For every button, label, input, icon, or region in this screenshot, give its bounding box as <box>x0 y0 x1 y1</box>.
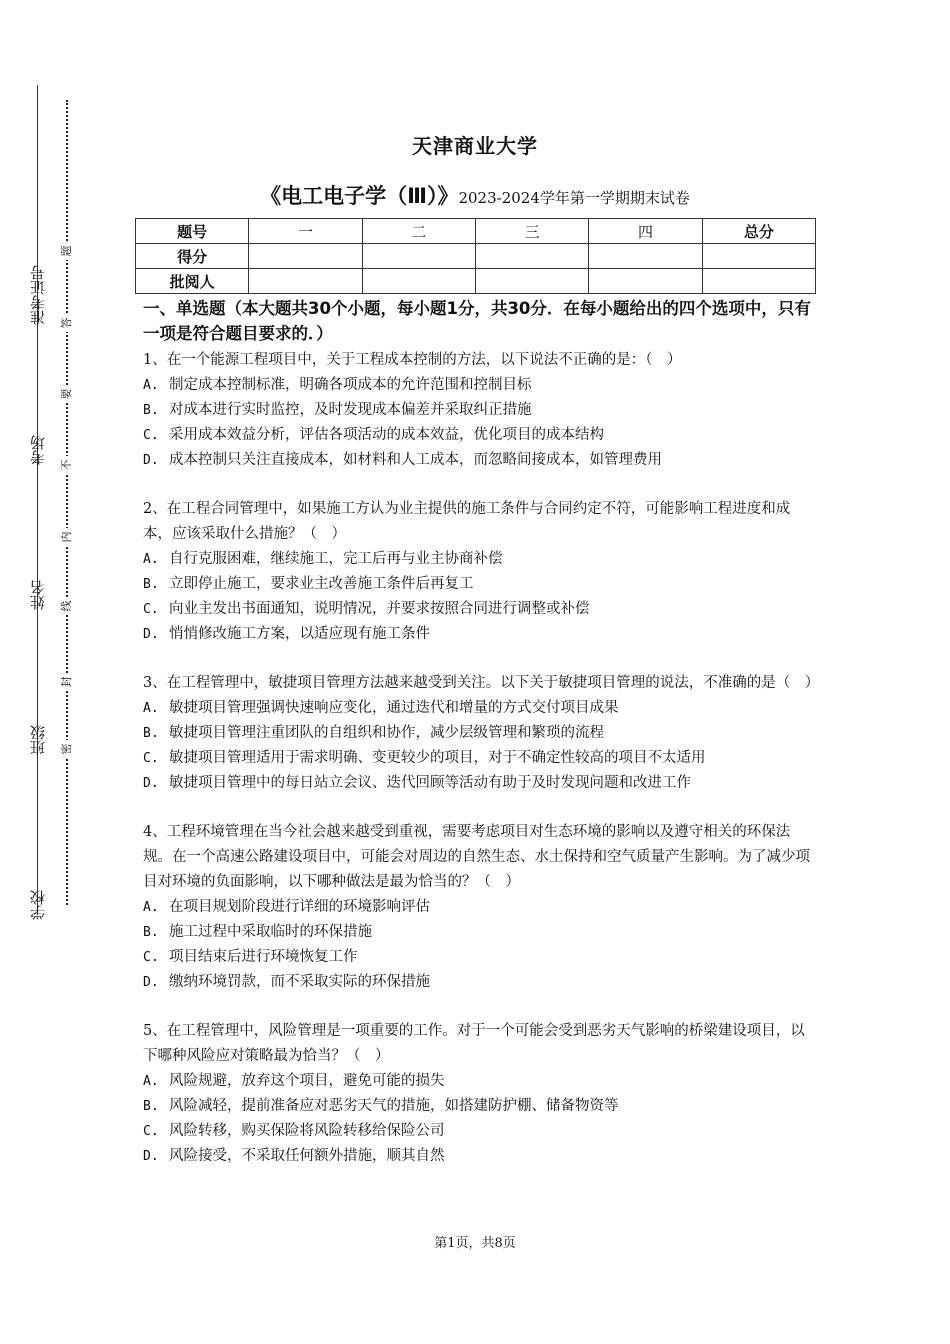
field-class-label: 班级 <box>29 725 47 755</box>
score-cell[interactable] <box>589 269 702 294</box>
option-c <box>143 423 813 448</box>
score-table-header: 二 <box>362 219 475 244</box>
question-4 <box>143 820 813 995</box>
option-letter: D. <box>143 1149 159 1164</box>
option-text: 在项目规划阶段进行详细的环境影响评估 <box>169 899 430 915</box>
score-cell[interactable] <box>475 244 588 269</box>
seal-line-dotted <box>66 100 68 905</box>
term-label: 2023-2024学年第一学期期末试卷 <box>458 189 690 207</box>
seal-char: 要 <box>58 385 76 403</box>
score-table <box>135 218 816 294</box>
option-d <box>143 448 813 473</box>
option-a <box>143 1069 813 1094</box>
field-ticket-number-label: 准考证号 <box>29 265 47 325</box>
option-letter: C. <box>143 950 159 965</box>
option-text: 敏捷项目管理适用于需求明确、变更较少的项目，对于不确定性较高的项目不太适用 <box>169 750 706 766</box>
question-stem: 5、在工程管理中，风险管理是一项重要的工作。对于一个可能会受到恶劣天气影响的桥梁建设项目，以下哪种风险应对策略最为恰当？（ ） <box>143 1023 805 1064</box>
option-letter: B. <box>143 577 159 592</box>
option-letter: C. <box>143 602 159 617</box>
option-text: 采用成本效益分析，评估各项活动的成本效益，优化项目的成本结构 <box>169 427 604 443</box>
option-text: 敏捷项目管理注重团队的自组织和协作，减少层级管理和繁琐的流程 <box>169 725 604 741</box>
option-letter: A. <box>143 378 159 393</box>
option-letter: A. <box>143 1074 159 1089</box>
option-letter: A. <box>143 900 159 915</box>
seal-char: 密 <box>58 740 76 758</box>
option-text: 向业主发出书面通知，说明情况，并要求按照合同进行调整或补偿 <box>169 601 590 617</box>
option-letter: C. <box>143 1124 159 1139</box>
score-table-row <box>136 269 816 294</box>
option-c <box>143 746 813 771</box>
field-school-label: 学校 <box>29 890 47 920</box>
option-letter: D. <box>143 776 159 791</box>
seal-char: 答 <box>58 314 76 332</box>
option-letter: A. <box>143 701 159 716</box>
score-cell[interactable] <box>589 244 702 269</box>
score-cell[interactable] <box>362 269 475 294</box>
option-letter: B. <box>143 1099 159 1114</box>
option-c <box>143 945 813 970</box>
score-table-row <box>136 244 816 269</box>
seal-char: 题 <box>58 242 76 260</box>
question-5 <box>143 1019 813 1169</box>
option-d <box>143 622 813 647</box>
option-text: 施工过程中采取临时的环保措施 <box>169 924 372 940</box>
score-cell[interactable] <box>702 269 815 294</box>
question-1 <box>143 348 813 473</box>
score-table-header-row <box>136 219 816 244</box>
score-table-header: 题号 <box>136 219 249 244</box>
seal-char: 不 <box>58 456 76 474</box>
option-letter: D. <box>143 453 159 468</box>
question-stem: 4、工程环境管理在当今社会越来越受到重视，需要考虑项目对生态环境的影响以及遵守相关的环保法规。在一个高速公路建设项目中，可能会对周边的自然生态、水土保持和空气质量产生影响。为了减少项目对环境的负面影响，以下哪种做法是最为恰当的？（ ） <box>143 824 810 890</box>
score-cell[interactable] <box>475 269 588 294</box>
question-stem: 2、在工程合同管理中，如果施工方认为业主提供的施工条件与合同约定不符，可能影响工程进度和成本，应该采取什么措施？（ ） <box>143 501 791 542</box>
question-stem: 1、在一个能源工程项目中，关于工程成本控制的方法，以下说法不正确的是：（ ） <box>143 352 682 368</box>
option-text: 成本控制只关注直接成本，如材料和人工成本，而忽略间接成本，如管理费用 <box>169 452 662 468</box>
score-table-header: 一 <box>249 219 362 244</box>
option-text: 风险规避，放弃这个项目，避免可能的损失 <box>169 1073 445 1089</box>
option-a <box>143 696 813 721</box>
seal-char: 内 <box>58 528 76 546</box>
option-text: 自行克服困难，继续施工，完工后再与业主协商补偿 <box>169 551 503 567</box>
option-text: 敏捷项目管理中的每日站立会议、迭代回顾等活动有助于及时发现问题和改进工作 <box>169 775 691 791</box>
option-b <box>143 572 813 597</box>
exam-title <box>0 180 950 210</box>
course-name: 《电工电子学（Ⅲ）》 <box>260 184 459 208</box>
seal-char: 线 <box>58 597 76 615</box>
question-2 <box>143 497 813 647</box>
exam-content <box>143 296 820 1193</box>
score-cell[interactable] <box>249 244 362 269</box>
score-cell[interactable] <box>362 244 475 269</box>
score-row-label: 批阅人 <box>136 269 249 294</box>
option-b <box>143 398 813 423</box>
option-letter: C. <box>143 428 159 443</box>
field-exam-room-label: 考场 <box>29 435 47 465</box>
score-table-header: 总分 <box>702 219 815 244</box>
option-letter: C. <box>143 751 159 766</box>
option-text: 制定成本控制标准，明确各项成本的允许范围和控制目标 <box>169 377 532 393</box>
school-name: 天津商业大学 <box>412 134 538 158</box>
option-letter: D. <box>143 627 159 642</box>
option-text: 缴纳环境罚款，而不采取实际的环保措施 <box>169 974 430 990</box>
option-letter: B. <box>143 403 159 418</box>
score-table-header: 四 <box>589 219 702 244</box>
score-cell[interactable] <box>702 244 815 269</box>
option-text: 项目结束后进行环境恢复工作 <box>169 949 358 965</box>
option-a <box>143 547 813 572</box>
seal-char: 封 <box>58 673 76 691</box>
score-table-header: 三 <box>475 219 588 244</box>
option-text: 风险减轻，提前准备应对恶劣天气的措施，如搭建防护棚、储备物资等 <box>169 1098 619 1114</box>
option-letter: D. <box>143 975 159 990</box>
option-letter: B. <box>143 925 159 940</box>
option-text: 风险转移，购买保险将风险转移给保险公司 <box>169 1123 445 1139</box>
score-cell[interactable] <box>249 269 362 294</box>
option-a <box>143 373 813 398</box>
option-letter: B. <box>143 726 159 741</box>
option-text: 悄悄修改施工方案，以适应现有施工条件 <box>169 626 430 642</box>
question-stem: 3、在工程管理中，敏捷项目管理方法越来越受到关注。以下关于敏捷项目管理的说法，不准确的是（ ） <box>143 675 820 691</box>
option-text: 风险接受，不采取任何额外措施，顺其自然 <box>169 1148 445 1164</box>
option-b <box>143 1094 813 1119</box>
option-c <box>143 597 813 622</box>
option-a <box>143 895 813 920</box>
field-name-label: 姓名 <box>29 580 47 610</box>
option-d <box>143 970 813 995</box>
question-3 <box>143 671 820 796</box>
section-title: 一、单选题（本大题共30个小题，每小题1分，共30分．在每小题给出的四个选项中，只有一项是符合题目要求的．） <box>143 299 811 343</box>
option-d <box>143 771 813 796</box>
option-d <box>143 1144 813 1169</box>
option-text: 立即停止施工，要求业主改善施工条件后再复工 <box>169 576 474 592</box>
score-row-label: 得分 <box>136 244 249 269</box>
page-number: 第1页，共8页 <box>434 1236 516 1251</box>
option-b <box>143 920 813 945</box>
option-text: 对成本进行实时监控，及时发现成本偏差并采取纠正措施 <box>169 402 532 418</box>
option-letter: A. <box>143 552 159 567</box>
option-b <box>143 721 813 746</box>
option-text: 敏捷项目管理强调快速响应变化，通过迭代和增量的方式交付项目成果 <box>169 700 619 716</box>
option-c <box>143 1119 813 1144</box>
